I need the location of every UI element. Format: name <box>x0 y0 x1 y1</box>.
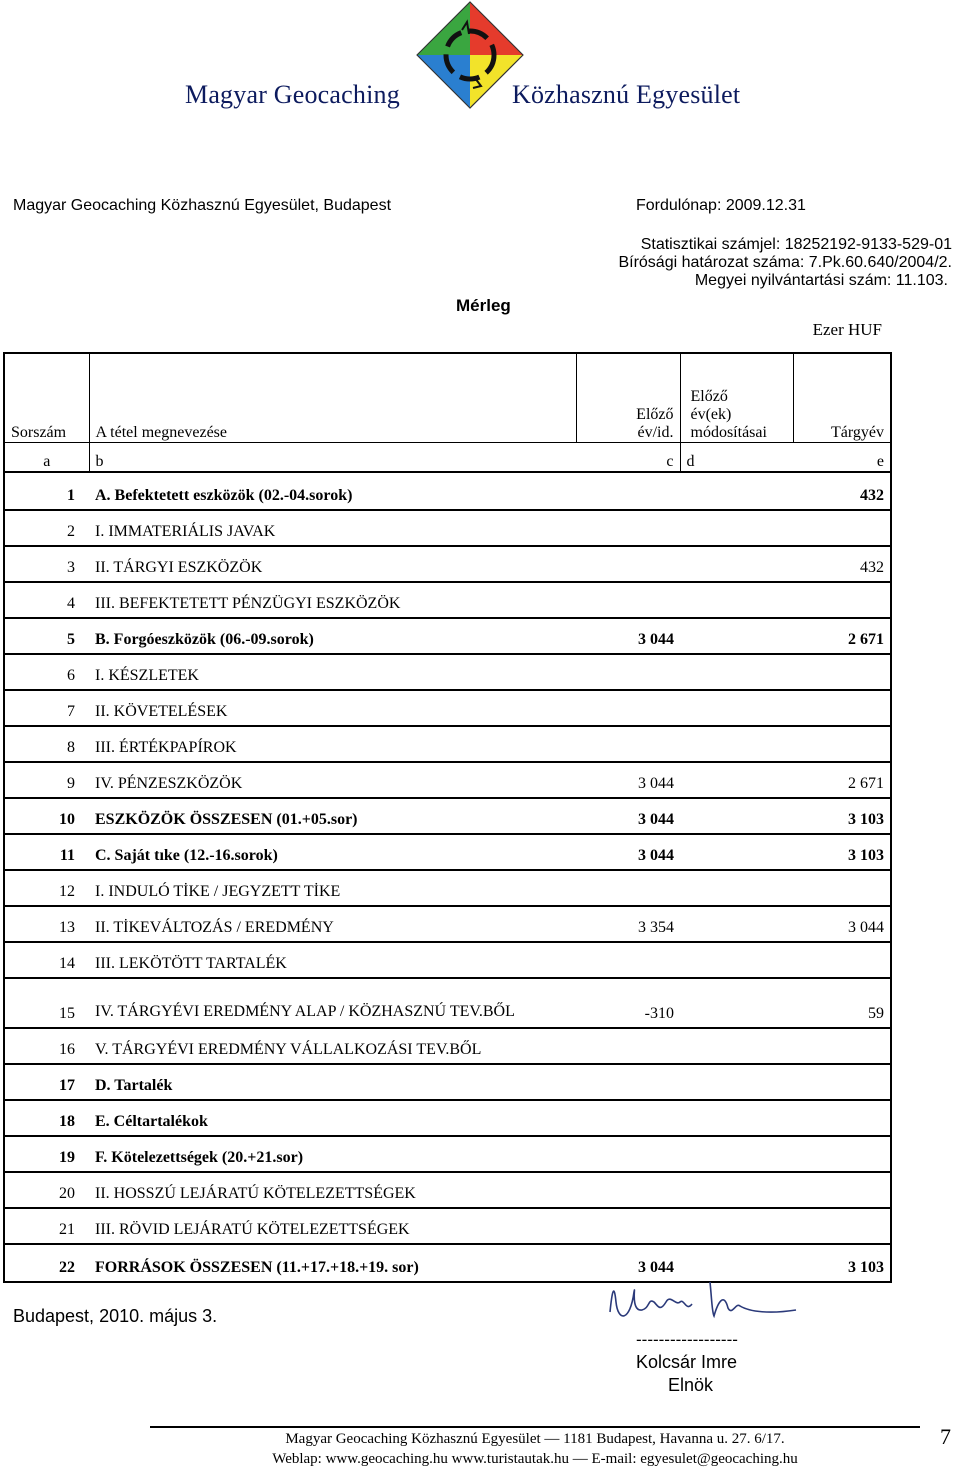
row-number: 7 <box>4 690 89 726</box>
row-name: II. KÖVETELÉSEK <box>89 690 576 726</box>
row-current-value <box>793 582 891 618</box>
table-row <box>4 1064 891 1100</box>
table-row <box>4 870 891 906</box>
table-row <box>4 582 891 618</box>
table-header-row <box>4 353 891 443</box>
row-name: II. TİKEVÁLTOZÁS / EREDMÉNY <box>89 906 576 942</box>
row-prev-value: 3 354 <box>576 906 680 942</box>
table-row <box>4 834 891 870</box>
row-number: 6 <box>4 654 89 690</box>
row-current-value <box>793 726 891 762</box>
row-prev-value: 3 044 <box>576 834 680 870</box>
row-name: III. BEFEKTETETT PÉNZÜGYI ESZKÖZÖK <box>89 582 576 618</box>
row-number: 9 <box>4 762 89 798</box>
row-name: I. KÉSZLETEK <box>89 654 576 690</box>
row-current-value <box>793 1064 891 1100</box>
row-name: ESZKÖZÖK ÖSSZESEN (01.+05.sor) <box>89 798 576 834</box>
row-name: III. ÉRTÉKPAPÍROK <box>89 726 576 762</box>
footer-divider <box>150 1426 920 1428</box>
table-row <box>4 1028 891 1064</box>
table-row <box>4 472 891 510</box>
row-current-value <box>793 510 891 546</box>
row-name: IV. TÁRGYÉVI EREDMÉNY ALAP / KÖZHASZNÚ TEV.BŐL <box>89 978 576 1028</box>
letter-e: e <box>876 453 884 470</box>
row-modification <box>680 978 793 1028</box>
row-name: F. Kötelezettségek (20.+21.sor) <box>89 1136 576 1172</box>
table-row <box>4 726 891 762</box>
row-number: 4 <box>4 582 89 618</box>
row-name: B. Forgóeszközök (06.-09.sorok) <box>89 618 576 654</box>
table-row <box>4 1208 891 1244</box>
header-sorszam: Sorszám <box>4 353 89 443</box>
row-current-value <box>793 690 891 726</box>
row-current-value: 432 <box>793 472 891 510</box>
row-prev-value: 3 044 <box>576 618 680 654</box>
row-prev-value <box>576 1136 680 1172</box>
row-number: 13 <box>4 906 89 942</box>
row-prev-value: 3 044 <box>576 1244 680 1282</box>
org-name-right: Közhasznú Egyesület <box>512 80 741 109</box>
footer-web: Weblap: www.geocaching.hu www.turistautak.hu — E-mail: egyesulet@geocaching.hu <box>272 1451 798 1467</box>
handwritten-signature <box>600 1272 800 1332</box>
row-prev-value <box>576 726 680 762</box>
row-current-value: 59 <box>793 978 891 1028</box>
row-current-value <box>793 942 891 978</box>
county-number: Megyei nyilvántartási szám: 11.103. <box>694 272 948 289</box>
row-modification <box>680 1100 793 1136</box>
letter-a: a <box>4 443 89 473</box>
row-current-value <box>793 1136 891 1172</box>
table-row <box>4 906 891 942</box>
currency-unit: Ezer HUF <box>812 320 882 339</box>
page-number: 7 <box>940 1424 951 1449</box>
association-logo <box>415 0 525 110</box>
org-city: Magyar Geocaching Közhasznú Egyesület, Budapest <box>13 197 392 214</box>
footer-address: Magyar Geocaching Közhasznú Egyesület — 1181 Budapest, Havanna u. 27. 6/17. <box>285 1431 785 1447</box>
row-modification <box>680 472 793 510</box>
row-current-value <box>793 870 891 906</box>
row-prev-value <box>576 1172 680 1208</box>
row-number: 19 <box>4 1136 89 1172</box>
table-row <box>4 942 891 978</box>
row-current-value: 432 <box>793 546 891 582</box>
row-prev-value: 3 044 <box>576 798 680 834</box>
row-name: C. Saját tıke (12.-16.sorok) <box>89 834 576 870</box>
row-modification <box>680 654 793 690</box>
place-date: Budapest, 2010. május 3. <box>13 1306 218 1326</box>
row-modification <box>680 510 793 546</box>
header-name: A tétel megnevezése <box>89 353 576 443</box>
row-modification <box>680 1136 793 1172</box>
court-number: Bírósági határozat száma: 7.Pk.60.640/2004/2. <box>618 254 952 271</box>
row-modification <box>680 834 793 870</box>
row-current-value <box>793 654 891 690</box>
row-current-value: 2 671 <box>793 762 891 798</box>
row-number: 18 <box>4 1100 89 1136</box>
row-prev-value <box>576 472 680 510</box>
table-row <box>4 1136 891 1172</box>
table-row <box>4 1172 891 1208</box>
row-current-value <box>793 1028 891 1064</box>
row-modification <box>680 1064 793 1100</box>
letter-d: d <box>686 453 695 470</box>
balance-table <box>3 352 892 1283</box>
turn-date: Fordulónap: 2009.12.31 <box>636 197 806 214</box>
row-number: 3 <box>4 546 89 582</box>
row-prev-value <box>576 942 680 978</box>
row-modification <box>680 546 793 582</box>
row-modification <box>680 690 793 726</box>
row-prev-value <box>576 1208 680 1244</box>
row-prev-value <box>576 582 680 618</box>
letter-c: c <box>576 443 680 473</box>
stat-number: Statisztikai számjel: 18252192-9133-529-01 <box>640 236 952 253</box>
row-name: I. INDULÓ TİKE / JEGYZETT TİKE <box>89 870 576 906</box>
table-row <box>4 546 891 582</box>
row-prev-value <box>576 510 680 546</box>
row-modification <box>680 1028 793 1064</box>
row-name: II. HOSSZÚ LEJÁRATÚ KÖTELEZETTSÉGEK <box>89 1172 576 1208</box>
row-number: 8 <box>4 726 89 762</box>
row-name: IV. PÉNZESZKÖZÖK <box>89 762 576 798</box>
row-number: 15 <box>4 978 89 1028</box>
table-row <box>4 618 891 654</box>
table-row <box>4 1100 891 1136</box>
row-modification <box>680 1208 793 1244</box>
letter-b: b <box>95 453 104 470</box>
row-number: 5 <box>4 618 89 654</box>
row-modification <box>680 906 793 942</box>
org-name-left: Magyar Geocaching <box>185 80 400 109</box>
row-prev-value <box>576 870 680 906</box>
signer-role: Elnök <box>668 1375 714 1395</box>
table-row <box>4 654 891 690</box>
row-name: II. TÁRGYI ESZKÖZÖK <box>89 546 576 582</box>
row-current-value <box>793 1208 891 1244</box>
row-name: V. TÁRGYÉVI EREDMÉNY VÁLLALKOZÁSI TEV.BŐL <box>89 1028 576 1064</box>
table-row <box>4 690 891 726</box>
header-prev: Előző év/id. <box>576 353 680 443</box>
row-modification <box>680 942 793 978</box>
row-name: A. Befektetett eszközök (02.-04.sorok) <box>89 472 576 510</box>
row-number: 11 <box>4 834 89 870</box>
row-name: FORRÁSOK ÖSSZESEN (11.+17.+18.+19. sor) <box>89 1244 576 1282</box>
row-name: III. LEKÖTÖTT TARTALÉK <box>89 942 576 978</box>
row-current-value: 3 103 <box>793 834 891 870</box>
row-current-value: 3 044 <box>793 906 891 942</box>
row-current-value <box>793 1100 891 1136</box>
row-name: III. RÖVID LEJÁRATÚ KÖTELEZETTSÉGEK <box>89 1208 576 1244</box>
row-current-value: 3 103 <box>793 1244 891 1282</box>
row-current-value: 3 103 <box>793 798 891 834</box>
row-prev-value <box>576 654 680 690</box>
row-number: 21 <box>4 1208 89 1244</box>
row-modification <box>680 870 793 906</box>
row-modification <box>680 726 793 762</box>
row-number: 16 <box>4 1028 89 1064</box>
row-number: 17 <box>4 1064 89 1100</box>
row-prev-value <box>576 1064 680 1100</box>
row-prev-value <box>576 1100 680 1136</box>
table-letter-row <box>4 443 891 473</box>
table-row <box>4 762 891 798</box>
row-modification <box>680 1172 793 1208</box>
row-current-value <box>793 1172 891 1208</box>
header-mod: Előző év(ek) módosításai <box>680 353 793 443</box>
row-modification <box>680 798 793 834</box>
row-name: D. Tartalék <box>89 1064 576 1100</box>
signature-line: ------------------ <box>636 1330 738 1349</box>
table-row <box>4 978 891 1028</box>
row-number: 1 <box>4 472 89 510</box>
row-prev-value <box>576 690 680 726</box>
row-prev-value: -310 <box>576 978 680 1028</box>
row-number: 20 <box>4 1172 89 1208</box>
row-number: 14 <box>4 942 89 978</box>
row-name: E. Céltartalékok <box>89 1100 576 1136</box>
row-modification <box>680 618 793 654</box>
row-prev-value: 3 044 <box>576 762 680 798</box>
document-title: Mérleg <box>456 296 511 315</box>
row-number: 2 <box>4 510 89 546</box>
table-row <box>4 798 891 834</box>
row-number: 22 <box>4 1244 89 1282</box>
row-modification <box>680 582 793 618</box>
row-prev-value <box>576 1028 680 1064</box>
row-name: I. IMMATERIÁLIS JAVAK <box>89 510 576 546</box>
row-number: 12 <box>4 870 89 906</box>
row-current-value: 2 671 <box>793 618 891 654</box>
row-prev-value <box>576 546 680 582</box>
row-modification <box>680 762 793 798</box>
row-number: 10 <box>4 798 89 834</box>
table-row <box>4 510 891 546</box>
signer-name: Kolcsár Imre <box>636 1352 738 1372</box>
header-current: Tárgyév <box>793 353 891 443</box>
